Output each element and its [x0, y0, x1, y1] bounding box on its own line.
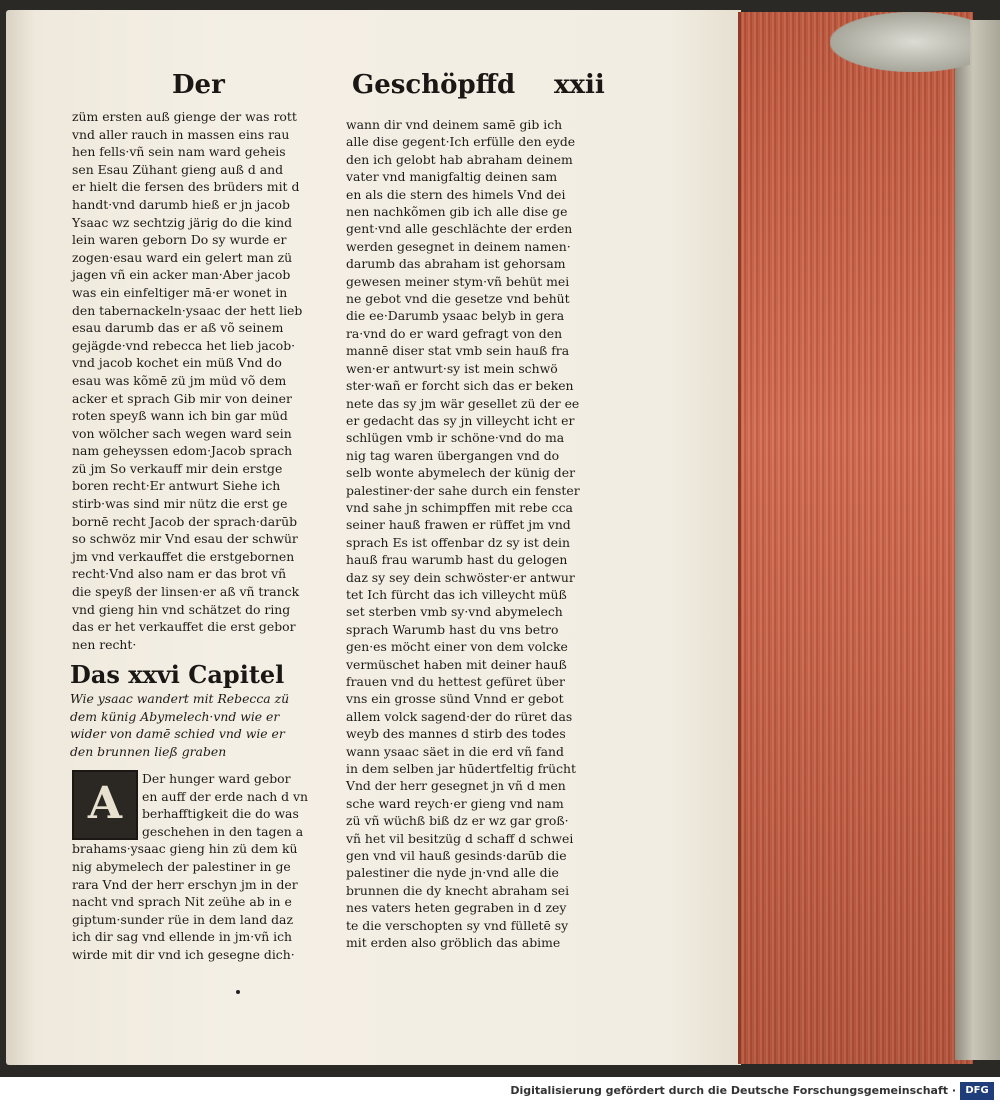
- left-column-line: züm ersten auß gienge der was rott: [72, 109, 297, 124]
- right-column-line: gen·es möcht einer von dem volcke: [346, 639, 568, 655]
- right-column-line: vater vnd manigfaltig deinen sam: [346, 169, 558, 185]
- right-column-line: brunnen die dy knecht abraham sei: [346, 882, 570, 898]
- right-column-line: nig tag waren übergangen vnd do: [346, 447, 560, 463]
- right-column-line: die ee·Darumb ysaac belyb in gera: [346, 308, 565, 324]
- right-column-line: nes vaters heten gegraben in d zey: [346, 900, 567, 916]
- dfg-logo: DFG: [960, 1082, 994, 1100]
- right-column-line: mit erden also gröblich das abime: [346, 935, 561, 951]
- left-column-line: stirb·was sind mir nütz die erst ge: [72, 496, 288, 512]
- right-column-line: den ich gelobt hab abraham deinem: [346, 151, 573, 167]
- right-column-line: werden gesegnet in deinem namen·: [346, 238, 571, 254]
- left-column-line: roten speyß wann ich bin gar müd: [72, 408, 288, 424]
- right-column-line: sprach Warumb hast du vns betro: [346, 621, 559, 637]
- chapter-body-line: ich dir sag vnd ellende in jm·vñ ich: [72, 929, 293, 945]
- right-column-line: wann ysaac säet in die erd vñ fand: [346, 743, 564, 759]
- page-mark: [236, 990, 240, 994]
- chapter-body-line: giptum·sunder rüe in dem land daz: [72, 911, 293, 927]
- left-column-line: acker et sprach Gib mir von deiner: [72, 390, 292, 406]
- chapter-body-line: Der hunger ward gebor: [142, 771, 291, 786]
- right-column-line: mannē diser stat vmb sein hauß fra: [346, 343, 570, 359]
- left-column-text: [72, 108, 302, 653]
- right-column-line: hauß frau warumb hast du gelogen: [346, 552, 568, 568]
- left-column-line: boren recht·Er antwurt Siehe ich: [72, 478, 281, 494]
- left-column-line: zogen·esau ward ein gelert man zü: [72, 249, 293, 265]
- chapter-title: Das xxvi Capitel: [70, 660, 285, 689]
- right-column-text: [346, 116, 580, 952]
- right-column-line: ra·vnd do er ward gefragt von den: [346, 325, 563, 341]
- right-column-line: palestiner·der sahe durch ein fenster: [346, 482, 580, 498]
- right-column-line: alle dise gegent·Ich erfülle den eyde: [346, 134, 576, 150]
- chapter-body-line: nig abymelech der palestiner in ge: [72, 858, 291, 874]
- left-column-line: zü jm So verkauff mir dein erstge: [72, 460, 283, 476]
- chapter-body-line: rara Vnd der herr erschyn jm in der: [72, 876, 298, 892]
- summary-line: dem künig Abymelech·vnd wie er: [70, 708, 280, 724]
- right-column-line: er gedacht das sy jn villeycht icht er: [346, 412, 575, 428]
- left-column-line: das er het verkauffet die erst gebor: [72, 619, 296, 635]
- left-column-line: Ysaac wz sechtzig järig do die kind: [72, 214, 293, 230]
- left-column-line: jm vnd verkauffet die erstgebornen: [72, 548, 295, 564]
- right-column-line: gewesen meiner stym·vñ behüt mei: [346, 273, 570, 289]
- right-column-line: nen nachkõmen gib ich alle dise ge: [346, 204, 568, 220]
- right-column-line: wann dir vnd deinem samē gib ich: [346, 117, 563, 132]
- chapter-body-line: wirde mit dir vnd ich gesegne dich·: [72, 946, 295, 962]
- right-column-line: vns ein grosse sünd Vnnd er gebot: [346, 691, 564, 707]
- right-column-line: in dem selben jar hūdertfeltig frücht: [346, 761, 576, 777]
- running-head-center: Geschöpffd: [352, 70, 516, 100]
- left-column-line: sen Esau Zühant gieng auß d and: [72, 161, 284, 177]
- left-column-line: esau darumb das er aß võ seinem: [72, 320, 284, 336]
- right-column-line: sprach Es ist offenbar dz sy ist dein: [346, 534, 570, 550]
- right-column-line: tet Ich fürcht das ich villeycht müß: [346, 586, 567, 602]
- right-column-line: ne gebot vnd die gesetze vnd behüt: [346, 291, 570, 307]
- left-column-line: esau was kõmē zü jm müd võ dem: [72, 372, 287, 388]
- left-column-line: handt·vnd darumb hieß er jn jacob: [72, 196, 290, 212]
- right-column-line: vnd sahe jn schimpffen mit rebe cca: [346, 499, 573, 515]
- chapter-body-line: berhafftigkeit die do was: [142, 806, 299, 822]
- right-column-line: zü vñ wüchß biß dz er wz gar groß·: [346, 813, 569, 829]
- right-column-line: ster·wañ er forcht sich das er beken: [346, 378, 574, 394]
- right-column-line: sche ward reych·er gieng vnd nam: [346, 795, 564, 811]
- left-column-line: was ein einfeltiger mā·er wonet in: [72, 284, 288, 300]
- summary-line: den brunnen ließ graben: [70, 743, 227, 759]
- right-column-line: daz sy sey dein schwöster·er antwur: [346, 569, 575, 585]
- right-column-line: selb wonte abymelech der künig der: [346, 465, 575, 481]
- left-column-line: hen fells·vñ sein nam ward geheis: [72, 144, 286, 160]
- right-column-line: palestiner die nyde jn·vnd alle die: [346, 865, 559, 881]
- left-column-line: recht·Vnd also nam er das brot vñ: [72, 566, 287, 582]
- chapter-body-line: nacht vnd sprach Nit zeühe ab in e: [72, 894, 292, 910]
- right-column-line: gen vnd vil hauß gesinds·darūb die: [346, 848, 567, 864]
- chapter-summary: [70, 690, 289, 760]
- footer-bar: [0, 1077, 1000, 1107]
- right-column-line: nete das sy jm wär gesellet zü der ee: [346, 395, 580, 411]
- left-column-line: nen recht·: [72, 636, 137, 652]
- left-column-line: er hielt die fersen des brüders mit d: [72, 179, 300, 195]
- left-column-line: so schwöz mir Vnd esau der schwür: [72, 531, 298, 547]
- right-column-line: frauen vnd du hettest gefüret über: [346, 674, 565, 689]
- right-column-line: allem volck sagend·der do rüret das: [346, 708, 573, 724]
- left-column-line: vnd aller rauch in massen eins rau: [72, 126, 290, 142]
- left-column-line: den tabernackeln·ysaac der hett lieb: [72, 302, 303, 318]
- right-column-line: wen·er antwurt·sy ist mein schwö: [346, 360, 558, 376]
- right-column-line: schlügen vmb ir schöne·vnd do ma: [346, 430, 565, 446]
- right-column-line: gent·vnd alle geschlächte der erden: [346, 221, 573, 237]
- left-column-line: vnd jacob kochet ein müß Vnd do: [72, 355, 282, 371]
- left-column-line: gejägde·vnd rebecca het lieb jacob·: [72, 337, 296, 353]
- summary-line: Wie ysaac wandert mit Rebecca zü: [70, 691, 290, 706]
- left-column-line: von wölcher sach wegen ward sein: [72, 425, 292, 441]
- decorated-initial: A: [72, 770, 138, 840]
- chapter-body-line: en auff der erde nach d vn: [142, 788, 309, 804]
- funding-credit: Digitalisierung gefördert durch die Deutsche Forschungsgemeinschaft ·: [510, 1084, 956, 1097]
- right-column-line: vñ het vil besitzüg d schaff d schwei: [346, 830, 574, 846]
- right-column-line: darumb das abraham ist gehorsam: [346, 256, 566, 272]
- left-column-line: nam geheyssen edom·Jacob sprach: [72, 443, 293, 459]
- right-column-line: seiner hauß frawen er rüffet jm vnd: [346, 517, 571, 533]
- left-column-line: die speyß der linsen·er aß vñ tranck: [72, 584, 300, 600]
- running-head-left: Der: [172, 70, 225, 100]
- right-column-line: Vnd der herr gesegnet jn vñ d men: [346, 778, 566, 794]
- right-column-line: en als die stern des himels Vnd dei: [346, 186, 566, 202]
- left-column-line: vnd gieng hin vnd schätzet do ring: [72, 601, 291, 617]
- left-column-line: bornē recht Jacob der sprach·darūb: [72, 513, 298, 529]
- right-column-line: vermüschet haben mit deiner hauß: [346, 656, 567, 672]
- summary-line: wider von damē schied vnd wie er: [70, 726, 285, 742]
- chapter-body-line: brahams·ysaac gieng hin zü dem kü: [72, 841, 298, 857]
- page-edges-red: [738, 12, 973, 1064]
- right-column-line: weyb des mannes d stirb des todes: [346, 726, 566, 742]
- clasp-ornament: [830, 12, 970, 72]
- right-column-line: te die verschopten sy vnd fülletē sy: [346, 917, 569, 933]
- left-column-line: lein waren geborn Do sy wurde er: [72, 232, 287, 248]
- left-column-line: jagen vñ ein acker man·Aber jacob: [72, 267, 291, 283]
- chapter-body-line: geschehen in den tagen a: [142, 823, 304, 839]
- right-column-line: set sterben vmb sy·vnd abymelech: [346, 604, 563, 620]
- folio-number: xxii: [554, 70, 605, 100]
- book-cover: [955, 20, 1000, 1060]
